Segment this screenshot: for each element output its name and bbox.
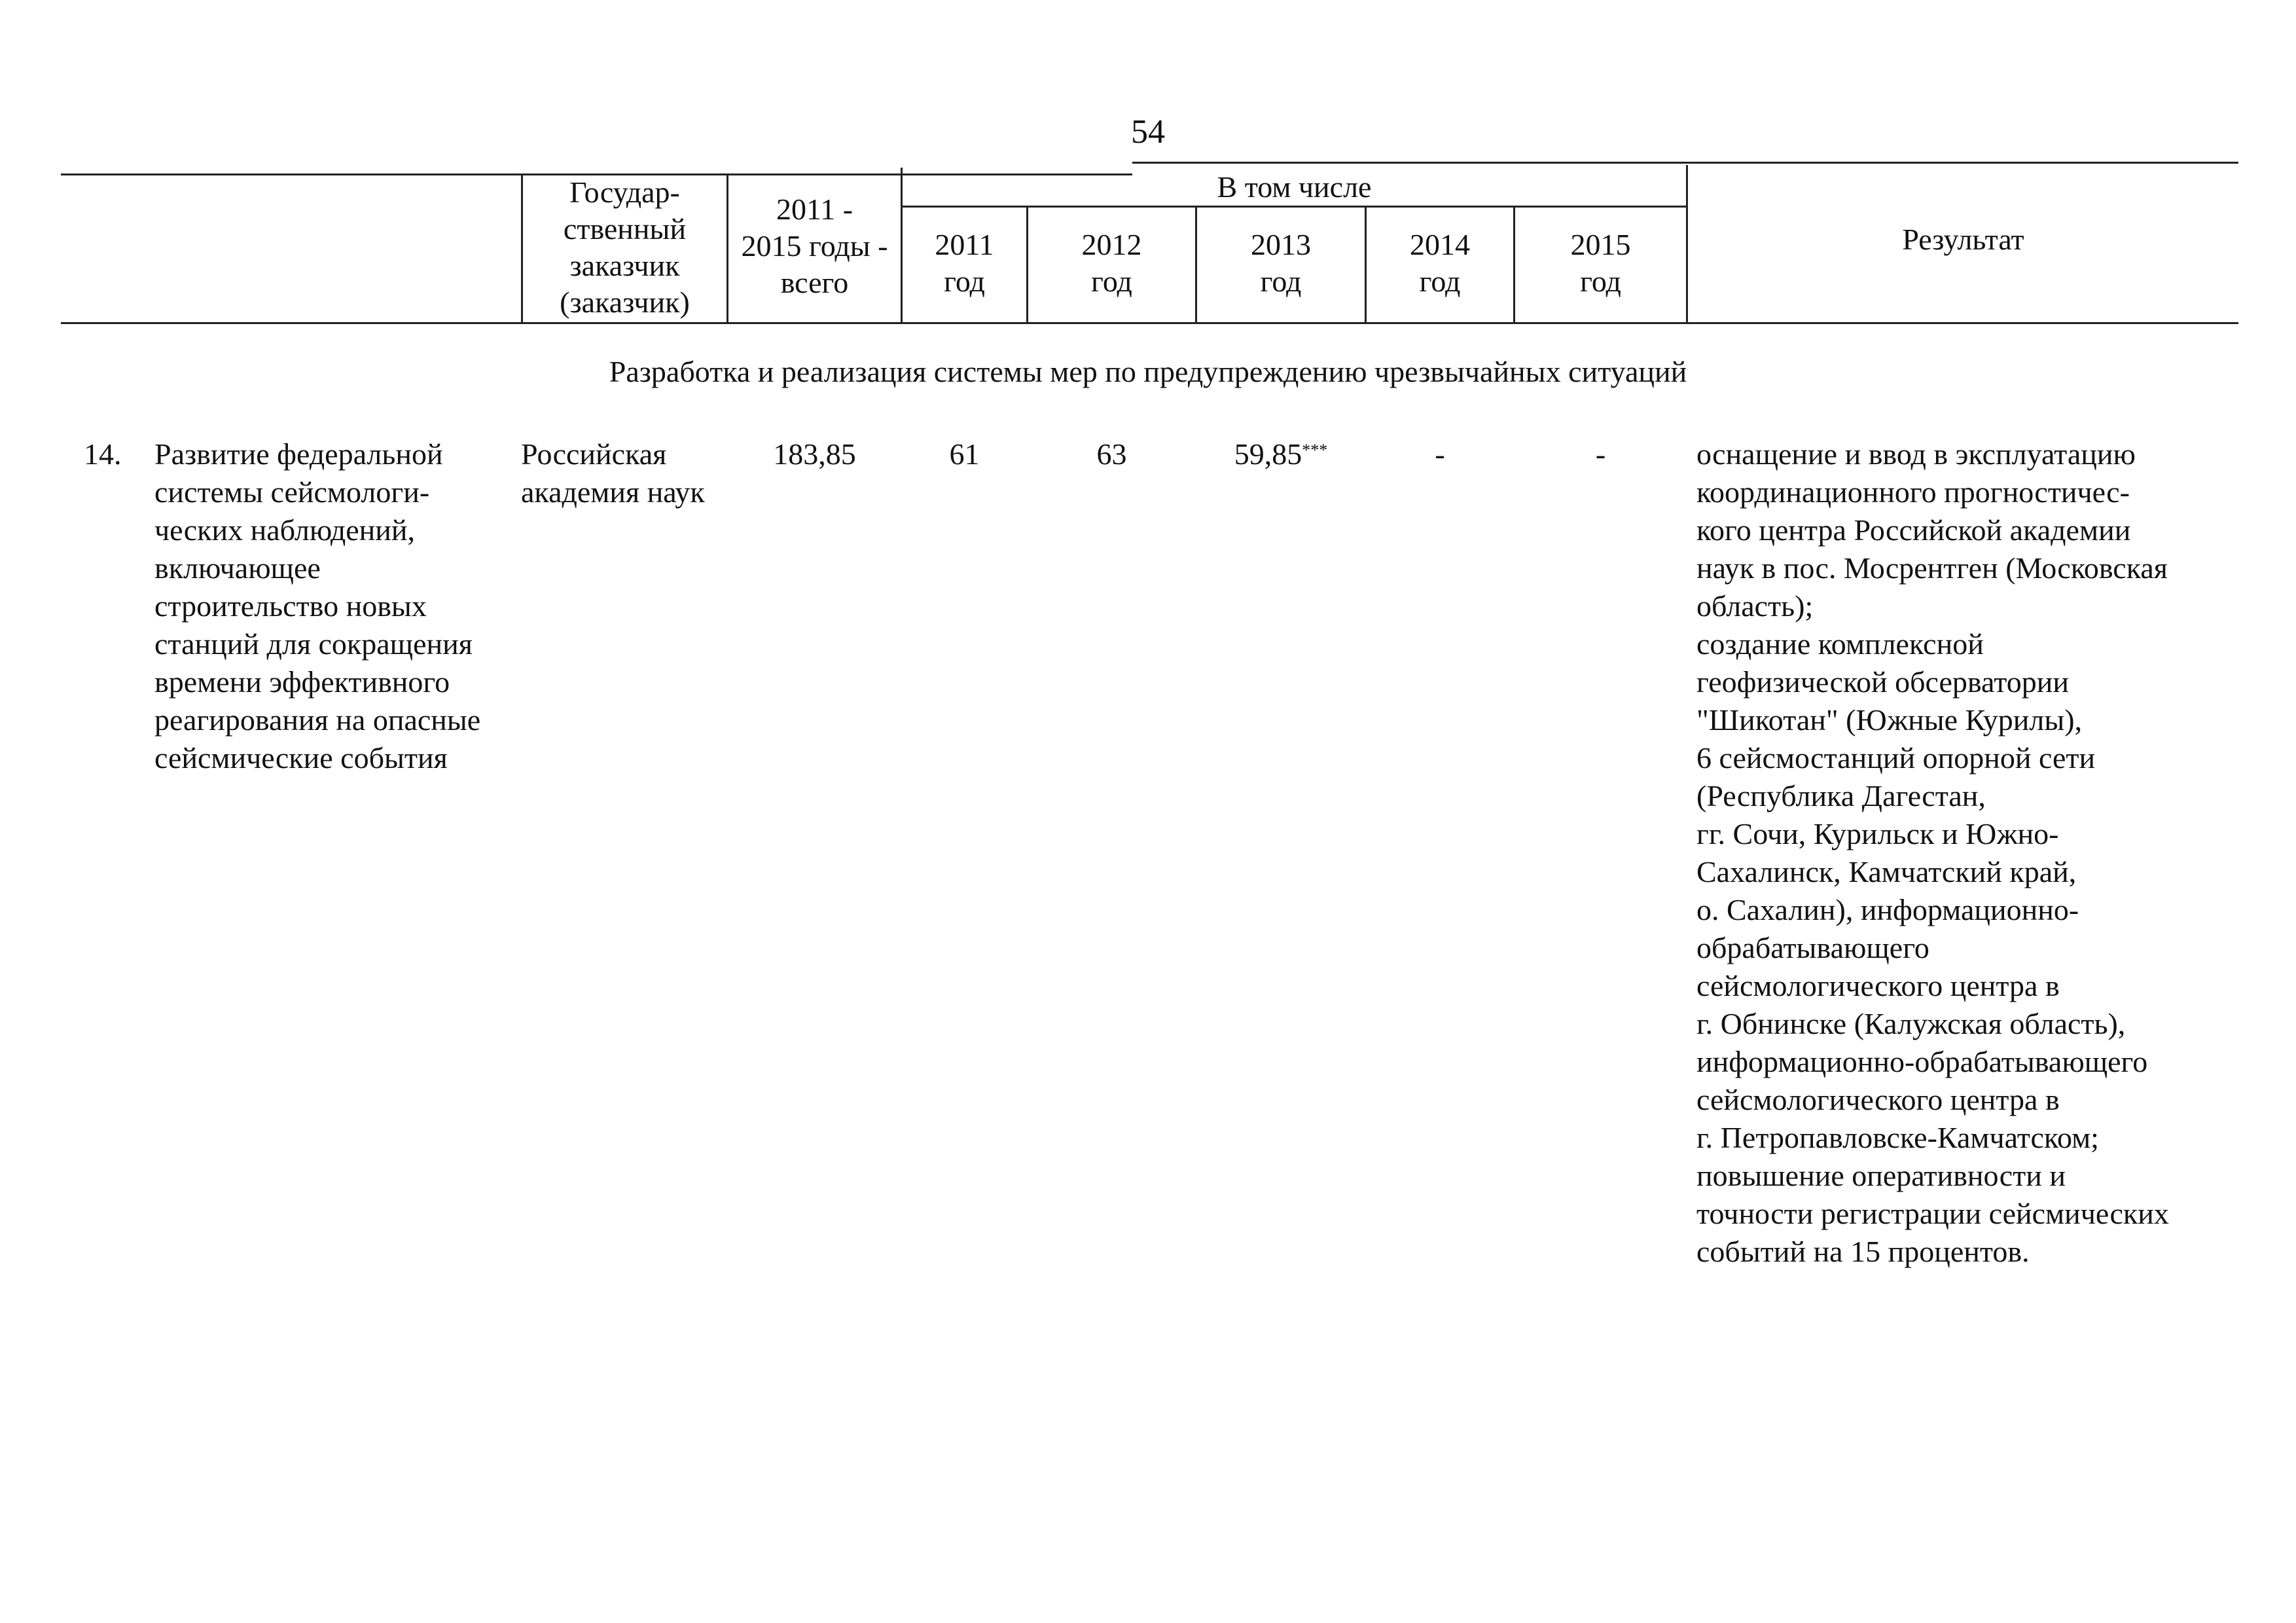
row-2014: - bbox=[1435, 437, 1445, 471]
page-number: 54 bbox=[1131, 113, 1165, 151]
row-total: 183,85 bbox=[773, 437, 856, 471]
row-2013-footnote-mark: *** bbox=[1302, 441, 1328, 460]
row-number: 14. bbox=[84, 437, 122, 471]
row-customer: Российская академия наук bbox=[521, 437, 705, 509]
row-2011: 61 bbox=[949, 437, 980, 471]
row-2015: - bbox=[1595, 437, 1606, 471]
header-year-2012: 2012 год bbox=[1081, 228, 1142, 298]
row-result: оснащение и ввод в эксплуатацию координационного прогностичес- кого центра Российской академии наук в пос. Мосрентген (Московская область); создание комплексной геофизической обсерватории "Шикотан" (Южные Курилы), 6 сейсмостанций опорной сети (Республика Дагестан, гг. Сочи, Курильск и Южно- Сахалинск, Камчатский край, о. Сахалин), информационно- обрабатывающего сейсмологического центра в г. Обнинске (Калужская область), информационно-обрабатывающего сейсмологического центра в г. Петропавловске-Камчатском; повышение оперативности и точности регистрации сейсмических событий на 15 процентов. bbox=[1696, 437, 2169, 1268]
header-year-2011: 2011 год bbox=[935, 228, 994, 298]
header-customer: Государ- ственный заказчик (заказчик) bbox=[560, 175, 690, 319]
section-title: Разработка и реализация системы мер по предупреждению чрезвычайных ситуаций bbox=[609, 355, 1687, 388]
row-2013 bbox=[1197, 435, 1365, 473]
row-2012: 63 bbox=[1096, 437, 1127, 471]
header-including: В том числе bbox=[1217, 170, 1372, 204]
header-top-rule-right bbox=[1132, 162, 2238, 164]
header-year-2014: 2014 год bbox=[1410, 228, 1470, 298]
header-total: 2011 - 2015 годы - всего bbox=[741, 192, 888, 299]
header-year-2015: 2015 год bbox=[1570, 228, 1631, 298]
header-year-2013: 2013 год bbox=[1251, 228, 1311, 298]
header-bottom-rule bbox=[61, 322, 2238, 324]
header-result: Результат bbox=[1902, 223, 2024, 256]
row-2013-value: 59,85 bbox=[1234, 437, 1302, 471]
header-subgroup-rule bbox=[901, 206, 1686, 208]
row-name: Развитие федеральной системы сейсмологи- ческих наблюдений, включающее строительство новых станций для сокращения времени эффективного реагирования на опасные сейсмические события bbox=[154, 437, 481, 775]
